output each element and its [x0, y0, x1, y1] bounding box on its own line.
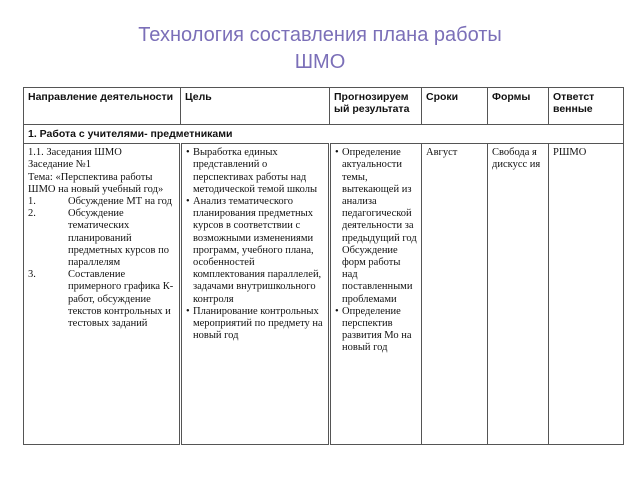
direction-steps: [28, 196, 175, 330]
list-item: • Анализ тематического планирования предметных курсов в соответствии с возможными изменениями программ, учебного плана, особенностей комплектования параллелей, задачами внутришкольного контроля: [186, 196, 324, 306]
list-item: [28, 208, 175, 269]
table-row: [24, 144, 624, 445]
step-text: Составление примерного графика К-работ, обсуждение текстов контрольных и тестовых заданий: [68, 269, 174, 330]
list-item: [28, 196, 175, 208]
plan-table: [23, 87, 624, 445]
step-number: 3.: [28, 269, 36, 281]
result-text: Определение актуальности темы, вытекающей из анализа педагогической деятельности за предыдущий год: [342, 147, 417, 244]
list-item: [335, 147, 417, 306]
header-form: Формы: [488, 88, 549, 125]
list-item: • Планирование контрольных мероприятий по предмету на новый год: [186, 306, 324, 343]
step-text: Обсуждение МТ на год: [68, 196, 172, 208]
header-responsible: Ответст венные: [549, 88, 624, 125]
header-goal: Цель: [181, 88, 330, 125]
slide-title: [0, 22, 640, 76]
direction-line-2: Заседание №1: [28, 159, 92, 171]
step-text: Обсуждение тематических планирований предметных курсов по параллелям: [68, 208, 169, 269]
section-row: [24, 125, 624, 144]
direction-line-1: 1.1. Заседания ШМО: [28, 147, 122, 159]
step-number: 1.: [28, 196, 36, 208]
results-list: [335, 147, 417, 354]
direction-topic: Тема: «Перспектива работы ШМО на новый учебный год»: [28, 171, 164, 195]
cell-form: Свобода я дискусс ия: [488, 144, 549, 445]
result-text-continued: Обсуждение форм работы над поставленными проблемами: [342, 244, 413, 305]
list-item: • Определение перспектив развития Мо на новый год: [335, 306, 417, 355]
cell-results: [330, 144, 422, 445]
slide-title-line-1: Технология составления плана работы: [138, 24, 502, 46]
header-result: Прогнозируем ый результата: [330, 88, 422, 125]
cell-term: Август: [422, 144, 488, 445]
header-term: Сроки: [422, 88, 488, 125]
cell-direction: [24, 144, 181, 445]
table-header-row: [24, 88, 624, 125]
slide-title-line-2: ШМО: [294, 51, 346, 73]
list-item: [28, 269, 175, 330]
goals-list: [186, 147, 324, 342]
cell-goals: [181, 144, 330, 445]
cell-responsible: РШМО: [549, 144, 624, 445]
header-direction: Направление деятельности: [24, 88, 181, 125]
list-item: • Выработка единых представлений о перспективах работы над методической темой школы: [186, 147, 324, 196]
section-title: 1. Работа с учителями- предметниками: [24, 125, 624, 144]
step-number: 2.: [28, 208, 36, 220]
